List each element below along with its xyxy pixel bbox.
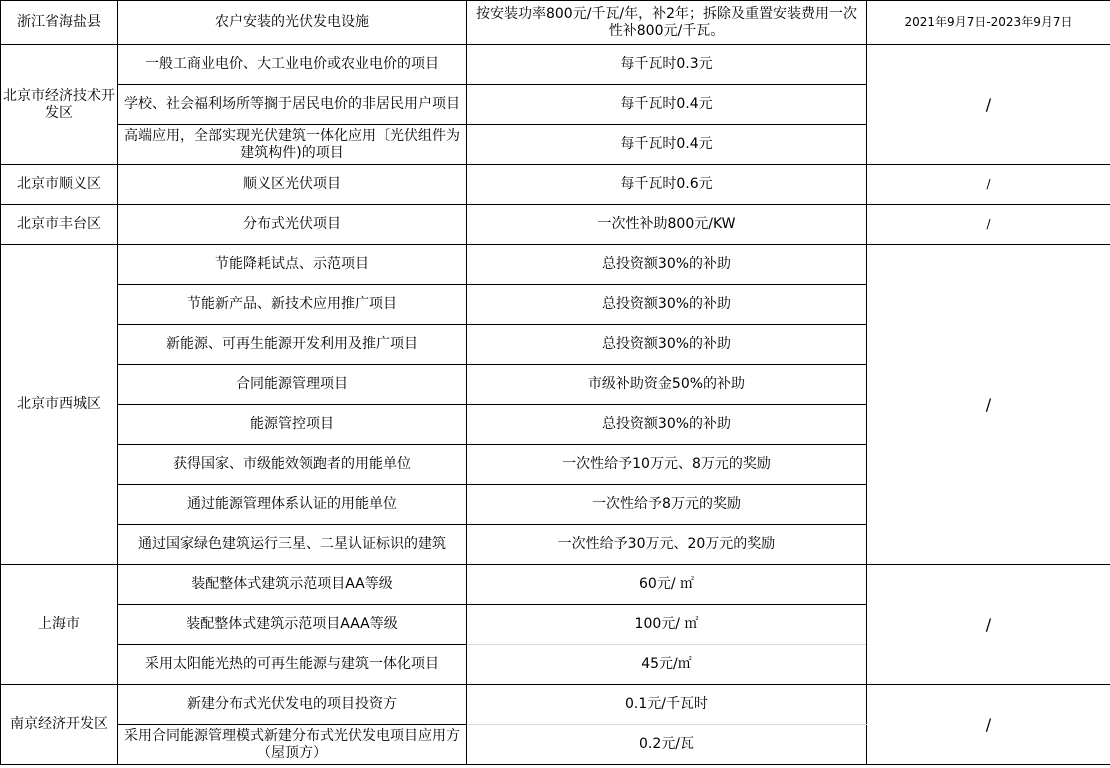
table-row (1, 1, 1110, 45)
subsidy-standard-cell[interactable]: 每千瓦时0.6元 (467, 165, 867, 205)
policy-period-cell[interactable]: / (867, 245, 1110, 565)
project-cell[interactable]: 装配整体式建筑示范项目AAA等级 (118, 605, 467, 645)
table-row (1, 45, 1110, 85)
subsidy-standard-cell[interactable]: 总投资额30%的补助 (467, 285, 867, 325)
table-row (1, 565, 1110, 605)
table-row (1, 245, 1110, 285)
subsidy-standard-cell[interactable]: 一次性给予30万元、20万元的奖励 (467, 525, 867, 565)
project-cell[interactable]: 节能降耗试点、示范项目 (118, 245, 467, 285)
project-cell[interactable]: 通过能源管理体系认证的用能单位 (118, 485, 467, 525)
project-cell[interactable]: 采用太阳能光热的可再生能源与建筑一体化项目 (118, 645, 467, 685)
project-cell[interactable]: 顺义区光伏项目 (118, 165, 467, 205)
subsidy-standard-cell[interactable]: 45元/㎡ (467, 645, 867, 685)
policy-period-cell[interactable]: / (867, 565, 1110, 685)
subsidy-standard-cell[interactable]: 一次性补助800元/KW (467, 205, 867, 245)
policy-period-cell[interactable]: / (867, 685, 1110, 765)
policy-period-cell[interactable]: 2021年9月7日-2023年9月7日 (867, 1, 1110, 45)
project-cell[interactable]: 装配整体式建筑示范项目AA等级 (118, 565, 467, 605)
table-row (1, 205, 1110, 245)
region-cell[interactable]: 南京经济开发区 (1, 685, 118, 765)
subsidy-standard-cell[interactable]: 一次性给予8万元的奖励 (467, 485, 867, 525)
region-cell[interactable]: 北京市顺义区 (1, 165, 118, 205)
policy-period-cell[interactable]: / (867, 45, 1110, 165)
policy-period-cell[interactable]: / (867, 165, 1110, 205)
region-cell[interactable]: 浙江省海盐县 (1, 1, 118, 45)
project-cell[interactable]: 农户安装的光伏发电设施 (118, 1, 467, 45)
project-cell[interactable]: 新能源、可再生能源开发利用及推广项目 (118, 325, 467, 365)
subsidy-standard-cell[interactable]: 0.1元/千瓦时 (467, 685, 867, 725)
subsidy-standard-cell[interactable]: 100元/ ㎡ (467, 605, 867, 645)
project-cell[interactable]: 一般工商业电价、大工业电价或农业电价的项目 (118, 45, 467, 85)
project-cell[interactable]: 通过国家绿色建筑运行三星、二星认证标识的建筑 (118, 525, 467, 565)
subsidy-standard-cell[interactable]: 总投资额30%的补助 (467, 245, 867, 285)
policy-period-cell[interactable]: / (867, 205, 1110, 245)
project-cell[interactable]: 合同能源管理项目 (118, 365, 467, 405)
project-cell[interactable]: 节能新产品、新技术应用推广项目 (118, 285, 467, 325)
project-cell[interactable]: 分布式光伏项目 (118, 205, 467, 245)
region-cell[interactable]: 北京市丰台区 (1, 205, 118, 245)
subsidy-standard-cell[interactable]: 0.2元/瓦 (467, 725, 867, 765)
subsidy-standard-cell[interactable]: 60元/ ㎡ (467, 565, 867, 605)
subsidy-standard-cell[interactable]: 每千瓦时0.3元 (467, 45, 867, 85)
project-cell[interactable]: 学校、社会福利场所等搁于居民电价的非居民用户项目 (118, 85, 467, 125)
region-cell[interactable]: 北京市经济技术开发区 (1, 45, 118, 165)
table-row (1, 685, 1110, 725)
project-cell[interactable]: 采用合同能源管理模式新建分布式光伏发电项目应用方（屋顶方） (118, 725, 467, 765)
project-cell[interactable]: 能源管控项目 (118, 405, 467, 445)
subsidy-standard-cell[interactable]: 每千瓦时0.4元 (467, 125, 867, 165)
table-row (1, 165, 1110, 205)
subsidy-standard-cell[interactable]: 市级补助资金50%的补助 (467, 365, 867, 405)
subsidy-standard-cell[interactable]: 一次性给予10万元、8万元的奖励 (467, 445, 867, 485)
region-cell[interactable]: 上海市 (1, 565, 118, 685)
subsidy-standard-cell[interactable]: 按安装功率800元/千瓦/年，补2年；拆除及重置安装费用一次性补800元/千瓦。 (467, 1, 867, 45)
subsidy-standard-cell[interactable]: 总投资额30%的补助 (467, 325, 867, 365)
subsidy-standard-cell[interactable]: 每千瓦时0.4元 (467, 85, 867, 125)
subsidy-standard-cell[interactable]: 总投资额30%的补助 (467, 405, 867, 445)
region-cell[interactable]: 北京市西城区 (1, 245, 118, 565)
project-cell[interactable]: 获得国家、市级能效领跑者的用能单位 (118, 445, 467, 485)
project-cell[interactable]: 新建分布式光伏发电的项目投资方 (118, 685, 467, 725)
project-cell[interactable]: 高端应用，全部实现光伏建筑一体化应用〔光伏组件为建筑构件)的项目 (118, 125, 467, 165)
